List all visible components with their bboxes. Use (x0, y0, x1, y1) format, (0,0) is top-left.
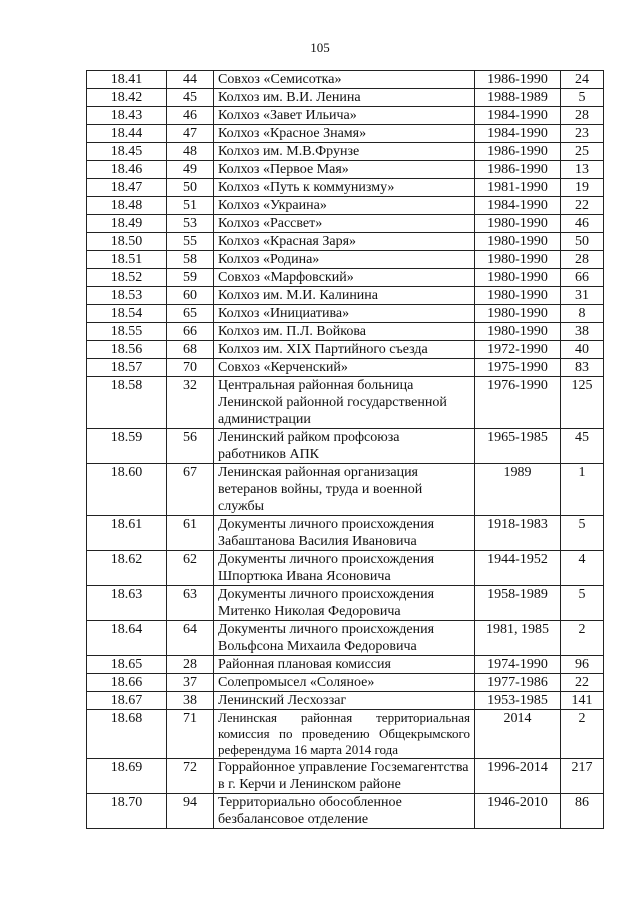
date-range: 1988-1989 (475, 89, 561, 107)
row-number: 18.67 (87, 692, 167, 710)
row-number: 18.66 (87, 674, 167, 692)
date-range: 1981, 1985 (475, 621, 561, 656)
fund-name: Территориально обособленное безбалансовое отделение (214, 794, 475, 829)
fund-number: 50 (167, 179, 214, 197)
fund-number: 71 (167, 710, 214, 759)
table-row (87, 215, 604, 233)
table-row (87, 759, 604, 794)
row-number: 18.51 (87, 251, 167, 269)
file-count: 46 (561, 215, 604, 233)
file-count: 19 (561, 179, 604, 197)
file-count: 86 (561, 794, 604, 829)
row-number: 18.64 (87, 621, 167, 656)
fund-name: Совхоз «Керченский» (214, 359, 475, 377)
table-row (87, 377, 604, 429)
table-row (87, 464, 604, 516)
file-count: 4 (561, 551, 604, 586)
date-range: 1972-1990 (475, 341, 561, 359)
file-count: 2 (561, 710, 604, 759)
row-number: 18.60 (87, 464, 167, 516)
fund-name: Колхоз «Красное Знамя» (214, 125, 475, 143)
date-range: 1918-1983 (475, 516, 561, 551)
row-number: 18.52 (87, 269, 167, 287)
row-number: 18.58 (87, 377, 167, 429)
date-range: 1981-1990 (475, 179, 561, 197)
file-count: 24 (561, 71, 604, 89)
fund-number: 55 (167, 233, 214, 251)
table-row (87, 251, 604, 269)
date-range: 1944-1952 (475, 551, 561, 586)
fund-number: 65 (167, 305, 214, 323)
fund-number: 70 (167, 359, 214, 377)
fund-number: 51 (167, 197, 214, 215)
table-row (87, 359, 604, 377)
file-count: 5 (561, 516, 604, 551)
fund-number: 32 (167, 377, 214, 429)
file-count: 125 (561, 377, 604, 429)
fund-name: Колхоз им. П.Л. Войкова (214, 323, 475, 341)
row-number: 18.44 (87, 125, 167, 143)
fund-number: 49 (167, 161, 214, 179)
table-row (87, 516, 604, 551)
fund-number: 44 (167, 71, 214, 89)
fund-name: Совхоз «Семисотка» (214, 71, 475, 89)
file-count: 28 (561, 107, 604, 125)
fund-name: Колхоз им. М.В.Фрунзе (214, 143, 475, 161)
date-range: 1980-1990 (475, 323, 561, 341)
fund-name: Документы личного происхождения Забаштанова Василия Ивановича (214, 516, 475, 551)
fund-name: Колхоз им. В.И. Ленина (214, 89, 475, 107)
fund-registry-table (86, 70, 604, 829)
row-number: 18.47 (87, 179, 167, 197)
file-count: 217 (561, 759, 604, 794)
row-number: 18.49 (87, 215, 167, 233)
fund-name: Ленинская районная организация ветеранов войны, труда и военной службы (214, 464, 475, 516)
fund-number: 66 (167, 323, 214, 341)
row-number: 18.55 (87, 323, 167, 341)
file-count: 141 (561, 692, 604, 710)
date-range: 1980-1990 (475, 215, 561, 233)
row-number: 18.68 (87, 710, 167, 759)
fund-number: 60 (167, 287, 214, 305)
table-row (87, 89, 604, 107)
date-range: 1980-1990 (475, 251, 561, 269)
row-number: 18.48 (87, 197, 167, 215)
file-count: 31 (561, 287, 604, 305)
date-range: 1980-1990 (475, 233, 561, 251)
date-range: 1984-1990 (475, 107, 561, 125)
file-count: 22 (561, 197, 604, 215)
file-count: 8 (561, 305, 604, 323)
row-number: 18.70 (87, 794, 167, 829)
table-row (87, 71, 604, 89)
fund-name: Колхоз им. XIX Партийного съезда (214, 341, 475, 359)
fund-name: Ленинская районная территориальная комиссия по проведению Общекрымского референдума 16 марта 2014 года (214, 710, 475, 759)
table-row (87, 794, 604, 829)
table-row (87, 674, 604, 692)
file-count: 22 (561, 674, 604, 692)
row-number: 18.41 (87, 71, 167, 89)
row-number: 18.62 (87, 551, 167, 586)
row-number: 18.61 (87, 516, 167, 551)
fund-name: Центральная районная больница Ленинской районной государственной администрации (214, 377, 475, 429)
file-count: 45 (561, 429, 604, 464)
row-number: 18.53 (87, 287, 167, 305)
date-range: 1975-1990 (475, 359, 561, 377)
row-number: 18.65 (87, 656, 167, 674)
fund-number: 63 (167, 586, 214, 621)
fund-name: Колхоз «Первое Мая» (214, 161, 475, 179)
fund-number: 68 (167, 341, 214, 359)
table-row (87, 179, 604, 197)
table-row (87, 692, 604, 710)
table-row (87, 125, 604, 143)
file-count: 83 (561, 359, 604, 377)
table-row (87, 710, 604, 759)
row-number: 18.45 (87, 143, 167, 161)
date-range: 1965-1985 (475, 429, 561, 464)
date-range: 1946-2010 (475, 794, 561, 829)
table-row (87, 107, 604, 125)
row-number: 18.43 (87, 107, 167, 125)
fund-number: 48 (167, 143, 214, 161)
row-number: 18.54 (87, 305, 167, 323)
fund-name: Горрайонное управление Госземагентства в г. Керчи и Ленинском районе (214, 759, 475, 794)
date-range: 1984-1990 (475, 125, 561, 143)
date-range: 1977-1986 (475, 674, 561, 692)
row-number: 18.56 (87, 341, 167, 359)
date-range: 1989 (475, 464, 561, 516)
fund-name: Колхоз «Украина» (214, 197, 475, 215)
fund-number: 45 (167, 89, 214, 107)
fund-name: Колхоз «Завет Ильича» (214, 107, 475, 125)
table-row (87, 269, 604, 287)
fund-number: 47 (167, 125, 214, 143)
file-count: 28 (561, 251, 604, 269)
file-count: 66 (561, 269, 604, 287)
table-row (87, 429, 604, 464)
fund-name: Документы личного происхождения Митенко Николая Федоровича (214, 586, 475, 621)
table-row (87, 551, 604, 586)
table-row (87, 621, 604, 656)
file-count: 13 (561, 161, 604, 179)
fund-number: 38 (167, 692, 214, 710)
page-number: 105 (310, 40, 330, 55)
file-count: 25 (561, 143, 604, 161)
table-row (87, 197, 604, 215)
table-row (87, 143, 604, 161)
date-range: 1996-2014 (475, 759, 561, 794)
row-number: 18.59 (87, 429, 167, 464)
fund-number: 53 (167, 215, 214, 233)
date-range: 1980-1990 (475, 305, 561, 323)
file-count: 2 (561, 621, 604, 656)
table-row (87, 341, 604, 359)
fund-name: Колхоз «Путь к коммунизму» (214, 179, 475, 197)
table-row (87, 656, 604, 674)
file-count: 1 (561, 464, 604, 516)
table-row (87, 161, 604, 179)
date-range: 1980-1990 (475, 269, 561, 287)
table-row (87, 233, 604, 251)
fund-number: 94 (167, 794, 214, 829)
file-count: 50 (561, 233, 604, 251)
fund-number: 72 (167, 759, 214, 794)
fund-number: 58 (167, 251, 214, 269)
fund-name: Солепромысел «Соляное» (214, 674, 475, 692)
file-count: 96 (561, 656, 604, 674)
fund-name: Ленинский Лесхоззаг (214, 692, 475, 710)
row-number: 18.46 (87, 161, 167, 179)
fund-number: 67 (167, 464, 214, 516)
table-row (87, 287, 604, 305)
file-count: 38 (561, 323, 604, 341)
registry-body (87, 71, 604, 829)
date-range: 1986-1990 (475, 71, 561, 89)
file-count: 5 (561, 586, 604, 621)
file-count: 23 (561, 125, 604, 143)
file-count: 5 (561, 89, 604, 107)
fund-number: 46 (167, 107, 214, 125)
fund-name: Колхоз «Рассвет» (214, 215, 475, 233)
table-row (87, 305, 604, 323)
date-range: 1953-1985 (475, 692, 561, 710)
fund-number: 59 (167, 269, 214, 287)
fund-name: Колхоз «Инициатива» (214, 305, 475, 323)
date-range: 1976-1990 (475, 377, 561, 429)
fund-name: Ленинский райком профсоюза работников АПК (214, 429, 475, 464)
date-range: 1984-1990 (475, 197, 561, 215)
fund-name: Совхоз «Марфовский» (214, 269, 475, 287)
fund-name: Документы личного происхождения Вольфсона Михаила Федоровича (214, 621, 475, 656)
row-number: 18.42 (87, 89, 167, 107)
row-number: 18.63 (87, 586, 167, 621)
fund-name: Районная плановая комиссия (214, 656, 475, 674)
date-range: 1986-1990 (475, 161, 561, 179)
date-range: 2014 (475, 710, 561, 759)
fund-number: 56 (167, 429, 214, 464)
fund-name: Колхоз «Красная Заря» (214, 233, 475, 251)
row-number: 18.50 (87, 233, 167, 251)
row-number: 18.57 (87, 359, 167, 377)
fund-name: Колхоз «Родина» (214, 251, 475, 269)
date-range: 1958-1989 (475, 586, 561, 621)
fund-number: 28 (167, 656, 214, 674)
fund-number: 64 (167, 621, 214, 656)
file-count: 40 (561, 341, 604, 359)
fund-name: Документы личного происхождения Шпортюка Ивана Ясоновича (214, 551, 475, 586)
fund-number: 62 (167, 551, 214, 586)
date-range: 1980-1990 (475, 287, 561, 305)
fund-number: 37 (167, 674, 214, 692)
table-row (87, 586, 604, 621)
date-range: 1986-1990 (475, 143, 561, 161)
row-number: 18.69 (87, 759, 167, 794)
table-row (87, 323, 604, 341)
fund-number: 61 (167, 516, 214, 551)
fund-name: Колхоз им. М.И. Калинина (214, 287, 475, 305)
date-range: 1974-1990 (475, 656, 561, 674)
